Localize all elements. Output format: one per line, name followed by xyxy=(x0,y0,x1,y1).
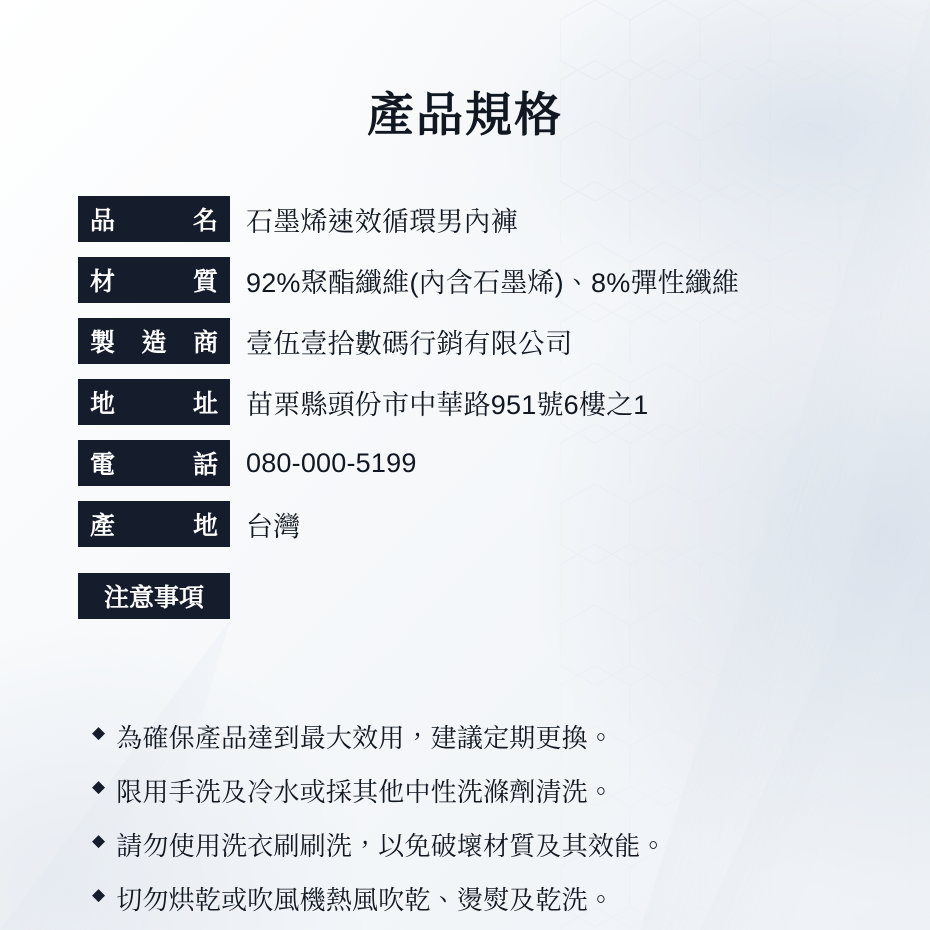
label-char: 產 xyxy=(90,512,116,540)
spec-value-origin: 台灣 xyxy=(246,511,301,542)
spec-table xyxy=(78,196,890,639)
label-char: 品 xyxy=(90,207,116,235)
diamond-bullet-icon: ◆ xyxy=(92,885,106,904)
diamond-bullet-icon: ◆ xyxy=(92,723,106,742)
diamond-bullet-icon: ◆ xyxy=(92,777,106,796)
spec-label-material xyxy=(78,257,230,303)
spec-value-material: 92%聚酯纖維(內含石墨烯)、8%彈性纖維 xyxy=(246,267,740,298)
label-char: 製 xyxy=(90,329,116,357)
notes-list xyxy=(92,718,890,930)
page-title: 產品規格 xyxy=(367,88,563,141)
table-row xyxy=(78,196,890,242)
table-row xyxy=(78,379,890,425)
spec-label-notes: 注意事項 xyxy=(78,573,230,619)
label-char: 名 xyxy=(192,207,218,235)
label-char: 材 xyxy=(90,268,116,296)
label-char: 電 xyxy=(90,451,116,479)
label-char: 址 xyxy=(192,390,218,418)
table-row xyxy=(78,318,890,364)
note-text: 請勿使用洗衣刷刷洗，以免破壞材質及其效能。 xyxy=(116,831,667,861)
label-char: 商 xyxy=(192,329,218,357)
note-text: 切勿烘乾或吹風機熱風吹乾、燙熨及乾洗。 xyxy=(116,885,615,915)
list-item xyxy=(92,880,890,917)
notes-header-row xyxy=(78,573,890,619)
label-char: 造 xyxy=(141,329,167,357)
note-text: 限用手洗及冷水或採其他中性洗滌劑清洗。 xyxy=(116,777,615,807)
spec-label-address xyxy=(78,379,230,425)
spec-value-product-name: 石墨烯速效循環男內褲 xyxy=(246,206,518,237)
label-char: 地 xyxy=(192,512,218,540)
spec-value-address: 苗栗縣頭份市中華路951號6樓之1 xyxy=(246,389,649,420)
table-row xyxy=(78,501,890,547)
spec-value-manufacturer: 壹伍壹拾數碼行銷有限公司 xyxy=(246,328,573,359)
label-char: 地 xyxy=(90,390,116,418)
list-item xyxy=(92,772,890,809)
spec-value-phone: 080-000-5199 xyxy=(246,447,417,478)
spec-label-product-name xyxy=(78,196,230,242)
table-row xyxy=(78,440,890,486)
table-row xyxy=(78,257,890,303)
label-char: 質 xyxy=(192,268,218,296)
list-item xyxy=(92,718,890,755)
list-item xyxy=(92,826,890,863)
note-text: 為確保產品達到最大效用，建議定期更換。 xyxy=(116,723,615,753)
spec-label-manufacturer xyxy=(78,318,230,364)
spec-label-origin xyxy=(78,501,230,547)
diamond-bullet-icon: ◆ xyxy=(92,831,106,850)
label-char: 話 xyxy=(192,451,218,479)
spec-label-phone xyxy=(78,440,230,486)
